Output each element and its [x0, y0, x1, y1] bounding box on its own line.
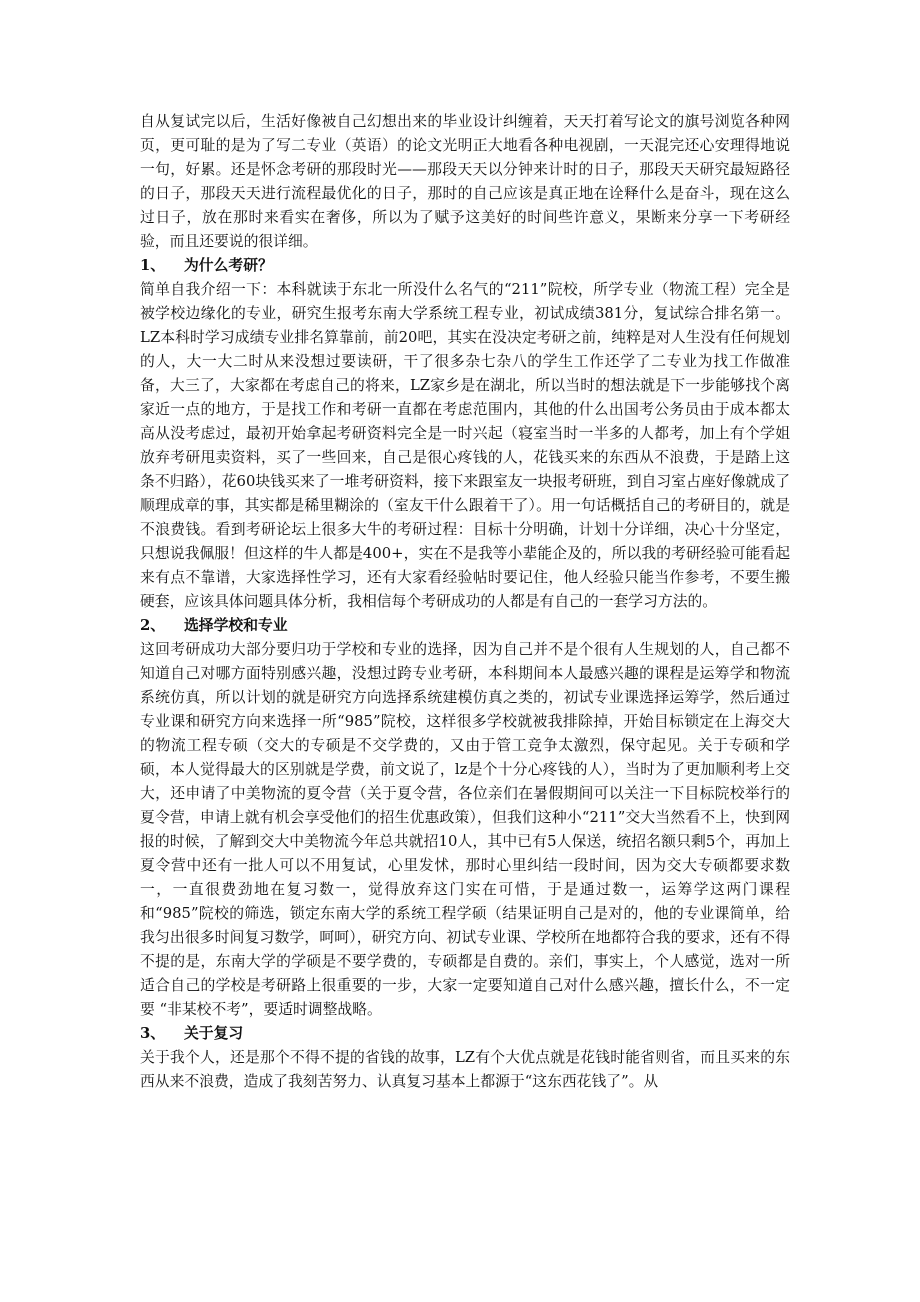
section-title: 关于复习 [184, 1025, 244, 1042]
section-heading-2 [140, 614, 790, 638]
section-body-3: 关于我个人，还是那个不得不提的省钱的故事，LZ有个大优点就是花钱时能省则省，而且买来的东西从来不浪费，造成了我刻苦努力、认真复习基本上都源于“这东西花钱了”。从 [140, 1049, 790, 1090]
intro-paragraph: 自从复试完以后，生活好像被自己幻想出来的毕业设计纠缠着，天天打着写论文的旗号浏览各种网页，更可耻的是为了写二专业（英语）的论文光明正大地看各种电视剧，一天混完还心安理得地说一句，好累。还是怀念考研的那段时光——那段天天以分钟来计时的日子，那段天天研究最短路径的日子，那段天天进行流程最优化的日子，那时的自己应该是真正地在诠释什么是奋斗，现在这么过日子，放在那时来看实在奢侈，所以为了赋予这美好的时间些许意义，果断来分享一下考研经验，而且还要说的很详细。 [140, 113, 790, 250]
section-body-1: 简单自我介绍一下：本科就读于东北一所没什么名气的“211”院校，所学专业（物流工程）完全是被学校边缘化的专业，研究生报考东南大学系统工程专业，初试成绩381分，复试综合排名第一。LZ本科时学习成绩专业排名算靠前，前20吧，其实在没决定考研之前，纯粹是对人生没有任何规划的人，大一大二时从来没想过要读研，干了很多杂七杂八的学生工作还学了二专业为找工作做准备，大三了，大家都在考虑自己的将来，LZ家乡是在湖北，所以当时的想法就是下一步能够找个离家近一点的地方，于是找工作和考研一直都在考虑范围内，其他的什么出国考公务员由于成本都太高从没考虑过，最初开始拿起考研资料完全是一时兴起（寝室当时一半多的人都考，加上有个学姐放弃考研甩卖资料，买了一些回来，自己是很心疼钱的人，花钱买来的东西从不浪费，于是踏上这条不归路），花60块钱买来了一堆考研资料，接下来跟室友一块报考研班，到自习室占座好像就成了顺理成章的事，其实都是稀里糊涂的（室友干什么跟着干了）。用一句话概括自己的考研目的，就是不浪费钱。看到考研论坛上很多大牛的考研过程：目标十分明确，计划十分详细，决心十分坚定，只想说我佩服！但这样的牛人都是400+，实在不是我等小辈能企及的，所以我的考研经验可能看起来有点不靠谱，大家选择性学习，还有大家看经验帖时要记住，他人经验只能当作参考，不要生搬硬套，应该具体问题具体分析，我相信每个考研成功的人都是有自己的一套学习方法的。 [140, 281, 790, 610]
section-title: 为什么考研？ [184, 257, 273, 274]
section-heading-3 [140, 1022, 790, 1046]
section-number: 1、 [140, 257, 166, 274]
section-number: 2、 [140, 617, 166, 634]
section-number: 3、 [140, 1025, 166, 1042]
section-title: 选择学校和专业 [184, 617, 288, 634]
section-body-2: 这回考研成功大部分要归功于学校和专业的选择，因为自己并不是个很有人生规划的人，自己都不知道自己对哪方面特别感兴趣，没想过跨专业考研，本科期间本人最感兴趣的课程是运筹学和物流系统仿真，所以计划的就是研究方向选择系统建模仿真之类的，初试专业课选择运筹学，然后通过专业课和研究方向来选择一所“985”院校，这样很多学校就被我排除掉，开始目标锁定在上海交大的物流工程专硕（交大的专硕是不交学费的，又由于管工竞争太激烈，保守起见。关于专硕和学硕，本人觉得最大的区别就是学费，前文说了，lz是个十分心疼钱的人），当时为了更加顺利考上交大，还申请了中美物流的夏令营（关于夏令营，各位亲们在暑假期间可以关注一下目标院校举行的夏令营，申请上就有机会享受他们的招生优惠政策），但我们这种小“211”交大当然看不上，快到网报的时候，了解到交大中美物流今年总共就招10人，其中已有5人保送，统招名额只剩5个，再加上夏令营中还有一批人可以不用复试，心里发怵，那时心里纠结一段时间，因为交大专硕都要求数一，一直很费劲地在复习数一，觉得放弃这门实在可惜，于是通过数一，运筹学这两门课程和“985”院校的筛选，锁定东南大学的系统工程学硕（结果证明自己是对的，他的专业课简单，给我匀出很多时间复习数学，呵呵），研究方向、初试专业课、学校所在地都符合我的要求，还有不得不提的是，东南大学的学硕是不要学费的，专硕都是自费的。亲们，事实上，个人感觉，选对一所适合自己的学校是考研路上很重要的一步，大家一定要知道自己对什么感兴趣，擅长什么，不一定要 “非某校不考”，要适时调整战略。 [140, 641, 790, 1018]
document-page [140, 110, 790, 1094]
section-heading-1 [140, 254, 790, 278]
